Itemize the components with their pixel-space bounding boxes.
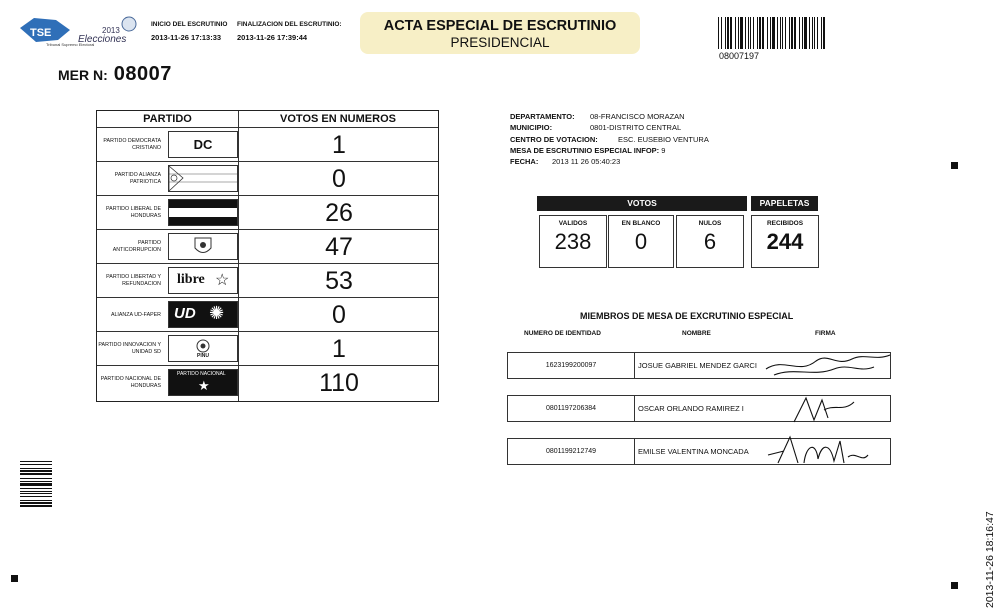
party-votes: 47 <box>325 233 353 261</box>
alianza-flag-logo <box>168 165 238 192</box>
nulos-value: 6 <box>703 229 717 254</box>
mesa-value: 9 <box>661 145 666 155</box>
registration-mark <box>951 582 958 589</box>
fin-label: FINALIZACION DEL ESCRUTINIO: <box>237 21 342 28</box>
departamento-label: DEPARTAMENTO: <box>510 112 575 121</box>
papeletas-band: PAPELETAS <box>751 196 818 211</box>
tse-logo <box>16 14 95 48</box>
anticorrupcion-logo <box>168 233 238 260</box>
svg-text:Tribunal Supremo Electoral: Tribunal Supremo Electoral <box>46 42 95 47</box>
registration-mark <box>11 575 18 582</box>
col-partido: PARTIDO <box>143 113 192 125</box>
col-votos: VOTOS EN NUMEROS <box>280 113 396 125</box>
member-id: 0801197206384 <box>545 405 597 412</box>
blanco-label: EN BLANCO <box>621 220 661 227</box>
signature-1 <box>764 347 894 385</box>
party-row-libre <box>97 263 438 298</box>
recibidos-label: RECIBIDOS <box>766 220 804 227</box>
party-votes: 0 <box>332 301 346 329</box>
party-votes: 110 <box>319 369 359 397</box>
validos-box <box>539 215 607 268</box>
dc-logo: DC <box>168 131 238 158</box>
pinu-logo: PINU <box>168 335 238 362</box>
party-votes: 1 <box>332 335 346 363</box>
col-id: NUMERO DE IDENTIDAD <box>524 330 601 337</box>
member-id: 1623199200097 <box>545 362 597 369</box>
party-name: ALIANZA UD-FAPER <box>110 311 161 318</box>
party-name: PARTIDO ALIANZA PATRIOTICA <box>114 172 161 185</box>
centro-value: ESC. EUSEBIO VENTURA <box>618 134 709 144</box>
party-row-pinu <box>97 331 438 366</box>
liberal-flag-logo <box>168 199 238 226</box>
municipio-label: MUNICIPIO: <box>510 123 553 133</box>
mer-label: MER N: <box>58 67 108 83</box>
blanco-box <box>608 215 674 268</box>
party-name: PARTIDO INNOVACION Y UNIDAD SD <box>98 342 161 355</box>
document-title: ACTA ESPECIAL DE ESCRUTINIO <box>383 18 617 34</box>
votos-band: VOTOS <box>537 196 747 211</box>
member-row <box>507 352 891 379</box>
scan-timestamp: 2013-11-26 18:16:47 <box>984 511 996 608</box>
party-name: PARTIDO NACIONAL DE HONDURAS <box>100 376 161 389</box>
inicio-label: INICIO DEL ESCRUTINIO <box>151 21 228 28</box>
col-firma: FIRMA <box>815 330 836 337</box>
barcode-number: 08007197 <box>719 51 760 61</box>
municipio-value: 0801-DISTRITO CENTRAL <box>590 123 682 133</box>
member-name: JOSUE GABRIEL MENDEZ GARCI <box>638 361 757 370</box>
libre-logo: libre ☆ <box>168 267 238 294</box>
blanco-value: 0 <box>634 229 648 254</box>
party-row-liberal <box>97 195 438 230</box>
col-nombre: NOMBRE <box>682 330 711 337</box>
member-id: 0801199212749 <box>545 448 597 455</box>
party-row-nacional <box>97 365 438 400</box>
party-votes: 53 <box>325 267 353 295</box>
mer-block <box>58 63 172 86</box>
party-name: PARTIDO LIBERTAD Y REFUNDACION <box>106 274 161 287</box>
validos-label: VALIDOS <box>558 220 588 227</box>
party-row-anticorrupcion <box>97 229 438 264</box>
fin-value: 2013-11-26 17:39:44 <box>237 33 308 42</box>
party-name: PARTIDO ANTICORRUPCION <box>112 240 161 253</box>
member-row <box>507 395 891 422</box>
barcode-top <box>718 17 826 49</box>
fecha-value: 2013 11 26 05:40:23 <box>552 157 621 167</box>
departamento-value: 08-FRANCISCO MORAZAN <box>590 112 685 121</box>
mesa-label: MESA DE ESCRUTINIO ESPECIAL INFOP: <box>510 145 660 155</box>
mer-number: 08007 <box>113 63 172 85</box>
party-votes: 0 <box>332 165 346 193</box>
party-row-dc <box>97 127 438 162</box>
ud-logo: UD ✺ <box>168 301 238 328</box>
registration-mark <box>951 162 958 169</box>
member-name: OSCAR ORLANDO RAMIREZ I <box>638 404 744 413</box>
party-votes: 1 <box>332 131 346 159</box>
svg-text:TSE: TSE <box>30 27 52 39</box>
signature-2 <box>764 390 894 428</box>
inicio-value: 2013-11-26 17:13:33 <box>151 33 222 42</box>
members-title: MIEMBROS DE MESA DE EXCRUTINIO ESPECIAL <box>580 311 794 321</box>
signature-3 <box>764 433 894 471</box>
nacional-logo: PARTIDO NACIONAL ★ <box>168 369 238 396</box>
location-info <box>510 111 709 167</box>
recibidos-value: 244 <box>766 229 804 254</box>
nulos-label: NULOS <box>698 220 722 227</box>
recibidos-box <box>751 215 819 268</box>
barcode-side <box>20 461 52 509</box>
party-name: PARTIDO DEMOCRATA CRISTIANO <box>103 138 161 151</box>
nulos-box <box>676 215 744 268</box>
elecciones-logo: 2013 Elecciones <box>76 14 138 48</box>
fecha-label: FECHA: <box>510 157 539 167</box>
party-votes: 26 <box>325 199 353 227</box>
title-box <box>360 12 640 54</box>
party-votes-table <box>96 110 439 402</box>
party-name: PARTIDO LIBERAL DE HONDURAS <box>106 206 161 219</box>
party-row-alianza <box>97 161 438 196</box>
centro-label: CENTRO DE VOTACION: <box>510 134 598 144</box>
document-subtitle: PRESIDENCIAL <box>450 35 550 50</box>
member-row <box>507 438 891 465</box>
validos-value: 238 <box>554 229 592 254</box>
party-row-ud <box>97 297 438 332</box>
member-name: EMILSE VALENTINA MONCADA <box>638 447 749 456</box>
